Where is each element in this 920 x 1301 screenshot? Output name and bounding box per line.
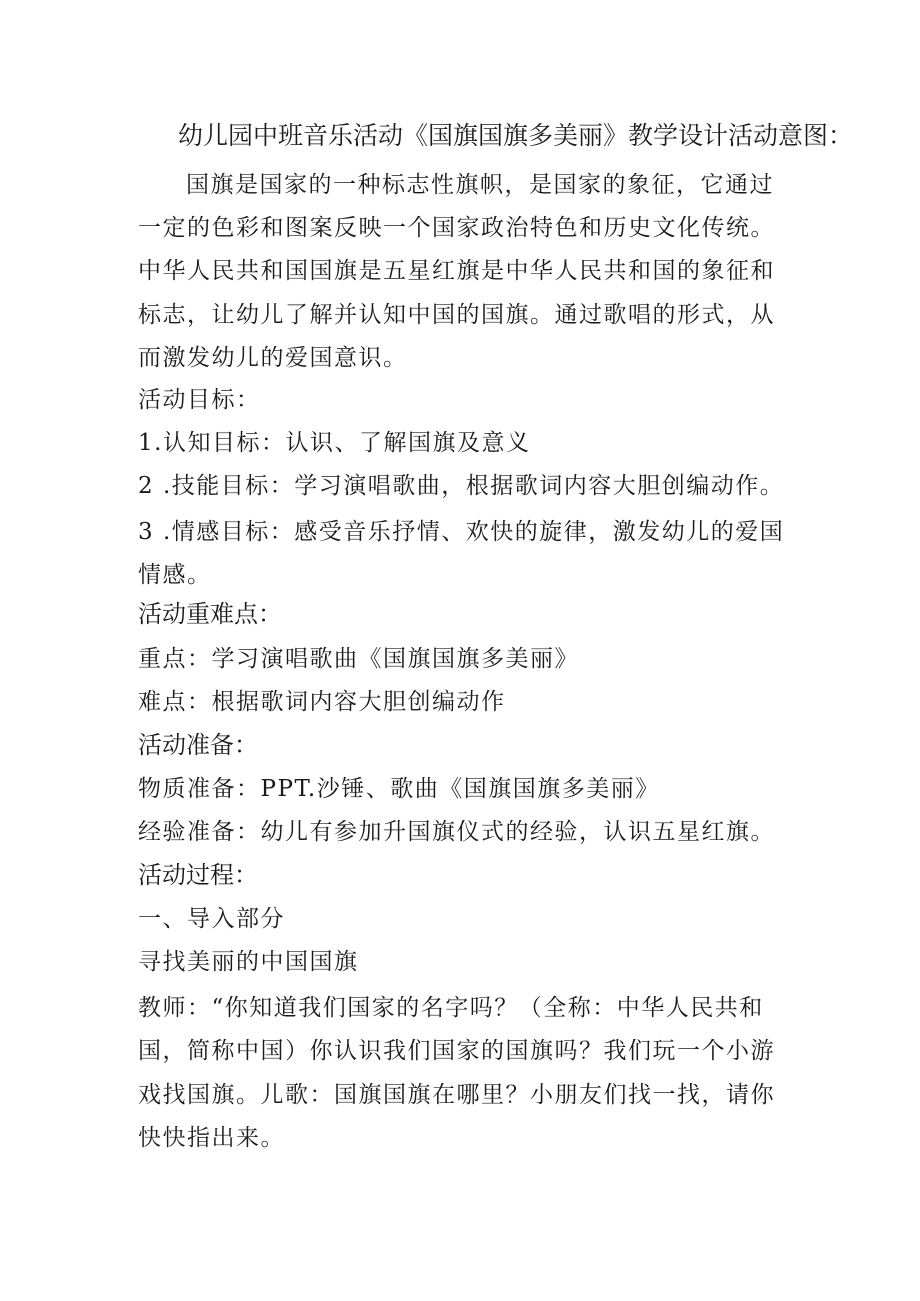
goal-cognitive: 1.认知目标：认识、了解国旗及意义 [138,430,531,456]
document-title: 幼儿园中班音乐活动《国旗国旗多美丽》教学设计活动意图： [178,121,854,150]
preparation-heading: 活动准备： [138,731,258,759]
intro-paragraph: 国旗是国家的一种标志性旗帜，是国家的象征，它通过一定的色彩和图案反映一个国家政治特色和历史文化传统。中华人民共和国国旗是五星红旗是中华人民共和国的象征和标志，让幼儿了解并认知中国的国旗。通过歌唱的形式，从而激发幼儿的爱国意识。 [138,172,775,371]
key-point: 重点：学习演唱歌曲《国旗国旗多美丽》 [138,646,579,672]
goals-heading: 活动目标： [138,387,261,413]
goal-emotion: 3 .情感目标：感受音乐抒情、欢快的旋律，激发幼儿的爱国情感。 [138,519,785,588]
material-preparation: 物质准备：PPT.沙锤、歌曲《国旗国旗多美丽》 [138,776,660,802]
experience-preparation: 经验准备：幼儿有参加升国旗仪式的经验，认识五星红旗。 [138,819,775,845]
process-part-one-subtitle: 寻找美丽的中国国旗 [138,949,359,975]
process-heading: 活动过程： [138,861,258,889]
key-points-heading: 活动重难点： [138,600,282,628]
process-part-one: 一、导入部分 [138,906,285,932]
teacher-dialogue: 教师：“你知道我们国家的名字吗？（全称：中华人民共和国，简称中国）你认识我们国家的国旗吗？我们玩一个小游戏找国旗。儿歌：国旗国旗在哪里？小朋友们找一找，请你快快指出来。 [138,995,775,1152]
difficulty-point: 难点：根据歌词内容大胆创编动作 [138,689,506,715]
goal-skill: 2 .技能目标：学习演唱歌曲，根据歌词内容大胆创编动作。 [138,473,785,499]
